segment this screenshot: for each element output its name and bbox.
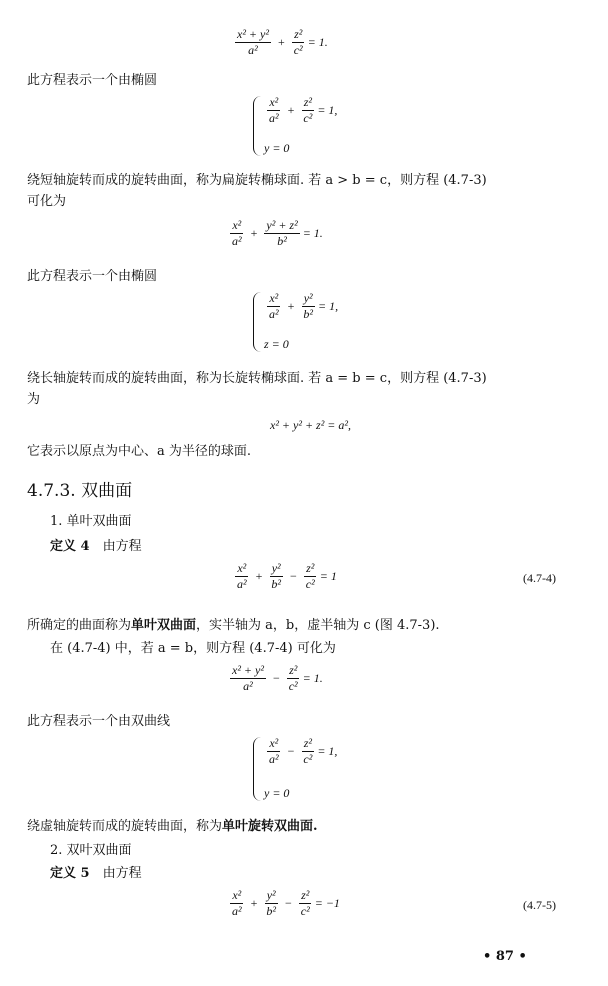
paragraph-line [27, 713, 170, 731]
text-run: 1. 单叶双曲面 [50, 514, 132, 529]
text-run: 由方程 [89, 539, 142, 554]
text-run: 绕长轴旋转而成的旋转曲面，称为长旋转椭球面. 若 a = b = c，则方程 (4.7-3) [27, 371, 487, 386]
paragraph-line [27, 172, 487, 190]
text-run: 绕虚轴旋转而成的旋转曲面，称为 [27, 819, 223, 834]
text-run: 可化为 [27, 194, 67, 209]
formula-term: + [250, 226, 258, 240]
text-run: 此方程表示一个由椭圆 [27, 269, 158, 284]
numerator: z² [294, 27, 303, 41]
numerator: y² [266, 888, 276, 902]
denominator: c² [300, 904, 310, 918]
paragraph-line [27, 268, 157, 286]
formula-term: x² + y² + z² = a², [270, 418, 352, 432]
numerator: z² [301, 888, 310, 902]
formula-term: − [272, 671, 280, 685]
paragraph-line [27, 818, 318, 836]
formula [264, 96, 337, 125]
numerator: x² [269, 95, 279, 109]
paragraph-line [50, 513, 132, 531]
fraction [301, 737, 314, 766]
text-run: 它表示以原点为中心、a 为半径的球面. [27, 444, 252, 459]
numerator: y² [271, 561, 281, 575]
system-lines [264, 292, 338, 352]
numerator: y² [303, 291, 313, 305]
bold-term: 定义 4 [50, 539, 90, 554]
text-run: 在 (4.7-4) 中，若 a = b，则方程 (4.7-4) 可化为 [50, 641, 336, 656]
numerator: y² + z² [266, 218, 298, 232]
equation-number: (4.7-4) [523, 571, 556, 585]
system-lines [264, 96, 337, 156]
text-run: 2. 双叶双曲面 [50, 843, 132, 858]
formula [270, 418, 351, 433]
formula [264, 786, 337, 801]
left-brace [253, 292, 262, 352]
numerator: x² [237, 561, 247, 575]
text-run: ，实半轴为 a，b，虚半轴为 c (图 4.7-3). [196, 618, 440, 633]
formula [227, 219, 323, 248]
paragraph-line [27, 193, 66, 211]
formula-term: = 1, [317, 103, 338, 117]
formula-term: + [277, 35, 285, 49]
section-heading [27, 482, 132, 500]
denominator: a² [243, 679, 253, 693]
denominator: b² [271, 577, 281, 591]
paragraph-line [50, 865, 142, 883]
formula-term: z = 0 [264, 337, 289, 351]
denominator: c² [293, 43, 303, 57]
paragraph-line [27, 443, 251, 461]
paragraph-line [50, 538, 142, 556]
left-brace [253, 737, 262, 801]
fraction [267, 737, 281, 766]
equation-system [253, 737, 337, 801]
denominator: b² [303, 307, 313, 321]
formula [227, 664, 323, 693]
formula [264, 337, 338, 352]
text-run: 为 [27, 392, 41, 407]
formula [227, 889, 340, 918]
fraction [304, 562, 317, 591]
formula [264, 292, 338, 321]
text-run: 4.7.3. 双曲面 [27, 481, 133, 501]
fraction [235, 562, 249, 591]
formula-term: + [255, 569, 263, 583]
numerator: z² [306, 561, 315, 575]
formula-term: − [290, 569, 297, 583]
equation-system [253, 292, 338, 352]
formula-term: + [287, 299, 295, 313]
fraction [264, 889, 278, 918]
fraction [235, 28, 271, 57]
formula [232, 28, 328, 57]
denominator: b² [266, 904, 276, 918]
fraction [301, 96, 314, 125]
bold-term: 单叶旋转双曲面. [222, 819, 318, 834]
paragraph-line [27, 391, 40, 409]
formula-term: = 1. [302, 226, 323, 240]
denominator: a² [232, 234, 242, 248]
fraction [301, 292, 315, 321]
denominator: c² [288, 679, 298, 693]
formula-term: − [287, 744, 295, 758]
fraction [287, 664, 300, 693]
numerator: x² [269, 291, 279, 305]
fraction [299, 889, 312, 918]
fraction [230, 664, 266, 693]
text-run: 所确定的曲面称为 [27, 618, 132, 633]
denominator: c² [303, 111, 313, 125]
paragraph-line [27, 617, 440, 635]
fraction [267, 96, 281, 125]
formula [264, 141, 337, 156]
numerator: x² [232, 218, 242, 232]
paragraph-line [50, 842, 132, 860]
formula-term: y = 0 [264, 786, 290, 800]
system-lines [264, 737, 337, 801]
text-run: 绕短轴旋转而成的旋转曲面，称为扁旋转椭球面. 若 a > b = c，则方程 (4.7-3) [27, 173, 487, 188]
formula-term: y = 0 [264, 141, 290, 155]
text-run: 此方程表示一个由双曲线 [27, 714, 171, 729]
denominator: c² [303, 752, 313, 766]
fraction [269, 562, 283, 591]
numerator: z² [303, 736, 312, 750]
numerator: x² [269, 736, 279, 750]
page-number: • 87 • [483, 949, 527, 964]
paragraph-line [27, 370, 487, 388]
denominator: b² [277, 234, 287, 248]
formula [232, 562, 337, 591]
denominator: a² [269, 111, 279, 125]
numerator: x² + y² [232, 663, 264, 677]
numerator: z² [303, 95, 312, 109]
paragraph-line [27, 72, 157, 90]
formula-term: + [250, 896, 258, 910]
formula-term: = 1 [319, 569, 337, 583]
numerator: z² [289, 663, 298, 677]
bold-term: 单叶双曲面 [131, 618, 197, 633]
denominator: a² [232, 904, 242, 918]
formula-term: = 1, [318, 299, 339, 313]
paragraph-line [50, 640, 336, 658]
text-run: 由方程 [89, 866, 142, 881]
formula-term: − [285, 896, 292, 910]
fraction [230, 889, 244, 918]
equation-system [253, 96, 337, 156]
formula-term: = −1 [314, 896, 340, 910]
equation-number: (4.7-5) [523, 898, 556, 912]
numerator: x² [232, 888, 242, 902]
formula-term: = 1, [317, 744, 338, 758]
denominator: c² [305, 577, 315, 591]
formula [264, 737, 337, 766]
denominator: a² [269, 752, 279, 766]
fraction [230, 219, 244, 248]
fraction [267, 292, 281, 321]
fraction [292, 28, 305, 57]
text-run: 此方程表示一个由椭圆 [27, 73, 158, 88]
left-brace [253, 96, 262, 156]
denominator: a² [248, 43, 258, 57]
fraction [264, 219, 299, 248]
numerator: x² + y² [237, 27, 269, 41]
denominator: a² [237, 577, 247, 591]
formula-term: = 1. [302, 671, 323, 685]
bold-term: 定义 5 [50, 866, 90, 881]
formula-term: + [287, 103, 295, 117]
formula-term: = 1. [307, 35, 328, 49]
denominator: a² [269, 307, 279, 321]
